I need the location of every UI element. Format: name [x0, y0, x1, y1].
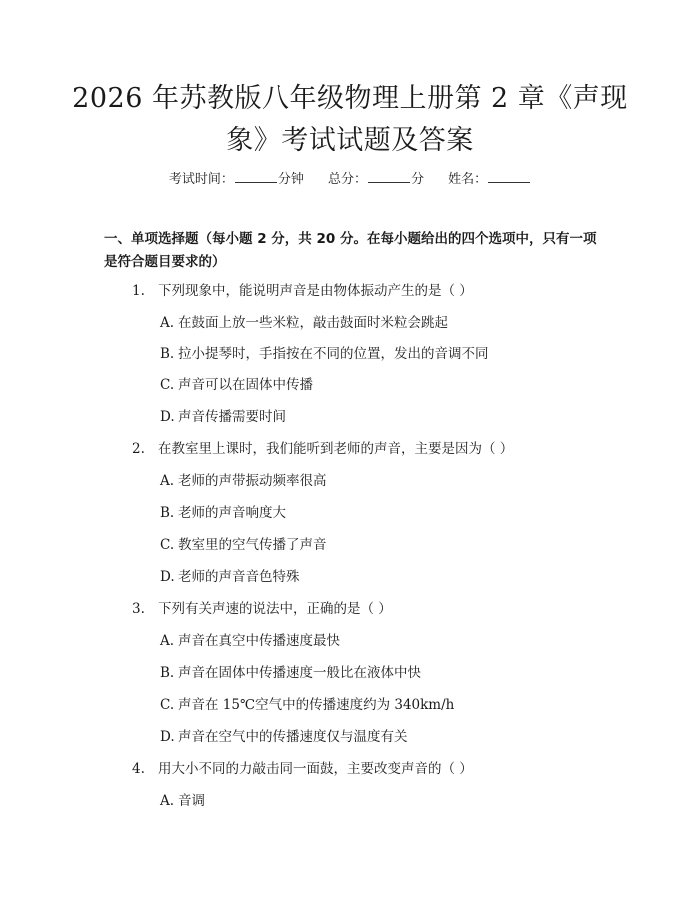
question-2-option-c	[160, 536, 327, 554]
document-title: 2026 年苏教版八年级物理上册第 2 章《声现象》考试试题及答案	[72, 83, 628, 156]
question-1-option-b	[160, 345, 489, 363]
question-3-option-c	[160, 696, 454, 714]
option-text: 老师的声音音色特殊	[178, 569, 300, 585]
option-letter: A.	[160, 793, 175, 809]
exam-time-label: 考试时间：	[168, 172, 234, 187]
total-score-unit: 分	[411, 172, 425, 187]
question-text: 下列现象中，能说明声音是由物体振动产生的是（ ）	[158, 283, 473, 299]
question-1-option-a	[160, 314, 448, 332]
option-letter: D.	[160, 729, 175, 745]
question-3-option-b	[160, 664, 421, 682]
question-3	[132, 600, 392, 618]
question-1-option-c	[160, 376, 313, 394]
exam-time-blank	[235, 171, 277, 183]
total-score-label: 总分：	[327, 172, 367, 187]
option-text: 拉小提琴时，手指按在不同的位置，发出的音调不同	[178, 346, 489, 362]
question-number: 3.	[132, 601, 145, 617]
option-letter: D.	[160, 409, 175, 425]
option-letter: A.	[160, 473, 175, 489]
student-name-label: 姓名：	[448, 172, 488, 187]
question-2-option-a	[160, 472, 327, 490]
option-letter: B.	[160, 346, 175, 362]
option-letter: C.	[160, 697, 175, 713]
question-text: 用大小不同的力敲击同一面鼓，主要改变声音的（ ）	[158, 761, 473, 777]
exam-time-unit: 分钟	[277, 172, 304, 187]
student-name	[448, 168, 531, 187]
question-1	[132, 282, 473, 300]
option-text: 音调	[178, 793, 205, 809]
question-4-option-a	[160, 792, 205, 810]
total-score-blank	[368, 171, 410, 183]
question-2-option-d	[160, 568, 300, 586]
option-letter: C.	[160, 377, 175, 393]
exam-info-line	[0, 168, 700, 187]
question-number: 1.	[132, 283, 145, 299]
question-2	[132, 440, 513, 458]
question-text: 下列有关声速的说法中，正确的是（ ）	[158, 601, 392, 617]
option-text: 老师的声音响度大	[178, 505, 286, 521]
option-letter: B.	[160, 505, 175, 521]
total-score	[328, 168, 424, 187]
question-1-option-d	[160, 408, 286, 426]
question-text: 在教室里上课时，我们能听到老师的声音，主要是因为（ ）	[158, 441, 514, 457]
option-text: 声音在 15℃空气中的传播速度约为 340km/h	[178, 697, 455, 713]
option-letter: A.	[160, 315, 175, 331]
question-2-option-b	[160, 504, 286, 522]
question-3-option-a	[160, 632, 340, 650]
question-3-option-d	[160, 728, 408, 746]
option-text: 声音在真空中传播速度最快	[178, 633, 340, 649]
option-text: 声音传播需要时间	[178, 409, 286, 425]
option-text: 老师的声带振动频率很高	[178, 473, 327, 489]
student-name-blank	[488, 171, 530, 183]
option-letter: C.	[160, 537, 175, 553]
option-letter: A.	[160, 633, 175, 649]
option-text: 声音在固体中传播速度一般比在液体中快	[178, 665, 421, 681]
option-text: 声音可以在固体中传播	[178, 377, 313, 393]
option-text: 在鼓面上放一些米粒，敲击鼓面时米粒会跳起	[178, 315, 448, 331]
option-letter: D.	[160, 569, 175, 585]
option-letter: B.	[160, 665, 175, 681]
exam-time	[169, 168, 304, 187]
question-4	[132, 760, 473, 778]
section-heading: 一、单项选择题（每小题 2 分，共 20 分。在每小题给出的四个选项中，只有一项是符合题目要求的）	[104, 231, 597, 270]
question-number: 2.	[132, 441, 145, 457]
option-text: 声音在空气中的传播速度仅与温度有关	[178, 729, 408, 745]
option-text: 教室里的空气传播了声音	[178, 537, 327, 553]
question-number: 4.	[132, 761, 145, 777]
